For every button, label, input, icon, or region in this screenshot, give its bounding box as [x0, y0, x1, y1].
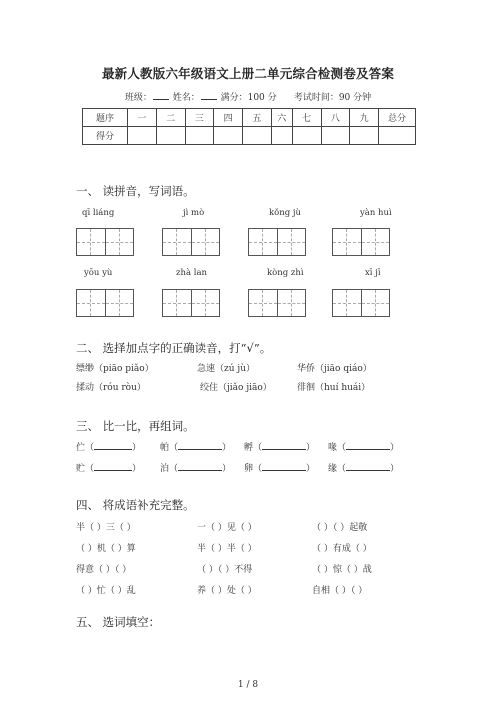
- compare-char: 泊（: [160, 464, 179, 474]
- idiom-item[interactable]: 自相（ ）（ ）: [312, 586, 368, 596]
- reading-choice[interactable]: 急速（zú jù）: [197, 364, 255, 374]
- grid-cell: [77, 290, 105, 316]
- close-paren: ）: [390, 443, 400, 453]
- compare-char: 孵（: [244, 443, 263, 453]
- grid-cell: [191, 229, 219, 255]
- reading-choice[interactable]: 华侨（jiāo qiáo）: [297, 364, 372, 374]
- score-table: [82, 108, 416, 145]
- answer-blank[interactable]: [178, 441, 222, 450]
- writing-grid[interactable]: [248, 228, 306, 256]
- grid-cell: [163, 229, 191, 255]
- idiom-item[interactable]: （ ）惊（ ）战: [312, 565, 372, 575]
- compare-item[interactable]: [328, 440, 399, 453]
- score-header-row: [83, 109, 416, 127]
- writing-grid[interactable]: [332, 228, 390, 256]
- section-2-title: 二、 选择加点字的正确读音，打“√”。: [76, 341, 272, 355]
- grid-cell: [249, 229, 277, 255]
- answer-blank[interactable]: [94, 441, 132, 450]
- header-cell: 四: [214, 109, 243, 127]
- header-cell: 三: [185, 109, 214, 127]
- exam-info: [0, 90, 496, 103]
- compare-char: 缘（: [328, 464, 347, 474]
- pinyin-1: qī liáng: [82, 208, 115, 218]
- reading-choice[interactable]: 揉动（róu ròu）: [76, 383, 146, 393]
- header-cell: 题序: [83, 109, 128, 127]
- close-paren: ）: [132, 464, 142, 474]
- writing-grid[interactable]: [76, 228, 134, 256]
- idiom-item[interactable]: （ ）机（ ）算: [76, 544, 136, 554]
- reading-choice[interactable]: 徘徊（huí huái）: [297, 383, 371, 393]
- compare-char: 喙（: [328, 443, 347, 453]
- idiom-item[interactable]: 一（ ）见（ ）: [197, 523, 257, 533]
- writing-grid[interactable]: [162, 228, 220, 256]
- grid-cell: [361, 290, 389, 316]
- header-cell: 一: [128, 109, 157, 127]
- idiom-item[interactable]: 得意（ ）（ ）: [76, 565, 132, 575]
- pinyin-5: yōu yù: [84, 268, 113, 278]
- name-label: 姓名：: [172, 93, 200, 103]
- answer-blank[interactable]: [262, 462, 306, 471]
- grid-cell: [333, 229, 361, 255]
- section-5-title: 五、 选词填空：: [76, 615, 161, 629]
- answer-blank[interactable]: [262, 441, 306, 450]
- writing-grid[interactable]: [248, 289, 306, 317]
- score-cell[interactable]: [271, 127, 292, 145]
- pinyin-3: kǒng jù: [269, 208, 301, 218]
- compare-item[interactable]: [76, 440, 141, 453]
- pinyin-4: yàn huì: [360, 208, 392, 218]
- idiom-item[interactable]: （ ）（ ）起敬: [312, 523, 368, 533]
- answer-blank[interactable]: [346, 462, 390, 471]
- compare-item[interactable]: [328, 461, 399, 474]
- header-cell: 八: [321, 109, 350, 127]
- score-cell[interactable]: [128, 127, 157, 145]
- grid-cell: [361, 229, 389, 255]
- idiom-item[interactable]: 半（ ）半（ ）: [197, 544, 257, 554]
- grid-cell: [277, 229, 305, 255]
- close-paren: ）: [132, 443, 142, 453]
- grid-cell: [105, 290, 133, 316]
- score-cell[interactable]: [185, 127, 214, 145]
- score-cell[interactable]: [243, 127, 272, 145]
- reading-choice[interactable]: 缥缈（piāo piǎo）: [76, 364, 154, 374]
- idiom-item[interactable]: 养（ ）处（ ）: [197, 586, 257, 596]
- close-paren: ）: [390, 464, 400, 474]
- close-paren: ）: [306, 443, 316, 453]
- reading-choice[interactable]: 绞住（jiǎo jiāo）: [200, 383, 272, 393]
- header-cell: 五: [243, 109, 272, 127]
- close-paren: ）: [222, 464, 232, 474]
- pinyin-7: kòng zhì: [267, 268, 304, 278]
- section-1-title: 一、 读拼音，写词语。: [76, 184, 195, 198]
- score-value-row: [83, 127, 416, 145]
- grid-cell: [105, 229, 133, 255]
- grid-cell: [77, 229, 105, 255]
- idiom-item[interactable]: （ ）（ ）不得: [197, 565, 253, 575]
- compare-char: 卵（: [244, 464, 263, 474]
- writing-grid[interactable]: [76, 289, 134, 317]
- grid-cell: [163, 290, 191, 316]
- compare-item[interactable]: [160, 440, 231, 453]
- compare-char: 伫（: [76, 443, 95, 453]
- score-row-label: 得分: [83, 127, 128, 145]
- grid-cell: [191, 290, 219, 316]
- pinyin-2: jì mò: [183, 208, 205, 218]
- page-title: 最新人教版六年级语文上册二单元综合检测卷及答案: [101, 66, 395, 81]
- answer-blank[interactable]: [94, 462, 132, 471]
- writing-grid[interactable]: [332, 289, 390, 317]
- full-score: 满分：100 分: [220, 93, 277, 103]
- class-blank: [153, 91, 169, 100]
- score-cell[interactable]: [350, 127, 379, 145]
- compare-item[interactable]: [76, 461, 141, 474]
- pinyin-6: zhà lan: [176, 268, 207, 278]
- name-blank: [201, 91, 217, 100]
- idiom-item[interactable]: （ ）忙（ ）乱: [76, 586, 136, 596]
- score-cell[interactable]: [379, 127, 416, 145]
- compare-item[interactable]: [160, 461, 231, 474]
- compare-char: 贮（: [76, 464, 95, 474]
- header-cell: 六: [271, 109, 292, 127]
- grid-cell: [277, 290, 305, 316]
- score-cell[interactable]: [214, 127, 243, 145]
- pinyin-8: xī jī: [365, 268, 381, 278]
- class-label: 班级：: [124, 93, 152, 103]
- section-4-title: 四、 将成语补充完整。: [76, 498, 195, 512]
- idiom-item[interactable]: （ ）有成（ ）: [312, 544, 372, 554]
- header-cell: 七: [292, 109, 321, 127]
- score-cell[interactable]: [292, 127, 321, 145]
- header-cell: 九: [350, 109, 379, 127]
- exam-time: 考试时间：90 分钟: [293, 93, 372, 103]
- answer-blank[interactable]: [346, 441, 390, 450]
- close-paren: ）: [222, 443, 232, 453]
- compare-char: 帕（: [160, 443, 179, 453]
- grid-cell: [249, 290, 277, 316]
- compare-item[interactable]: [244, 461, 315, 474]
- header-cell: 二: [156, 109, 185, 127]
- grid-cell: [333, 290, 361, 316]
- idiom-item[interactable]: 半（ ）三（ ）: [76, 523, 136, 533]
- section-3-title: 三、 比一比，再组词。: [76, 419, 195, 433]
- header-cell: 总分: [379, 109, 416, 127]
- writing-grid[interactable]: [162, 289, 220, 317]
- score-cell[interactable]: [156, 127, 185, 145]
- compare-item[interactable]: [244, 440, 315, 453]
- answer-blank[interactable]: [178, 462, 222, 471]
- close-paren: ）: [306, 464, 316, 474]
- score-cell[interactable]: [321, 127, 350, 145]
- page-number: 1 / 8: [237, 680, 259, 690]
